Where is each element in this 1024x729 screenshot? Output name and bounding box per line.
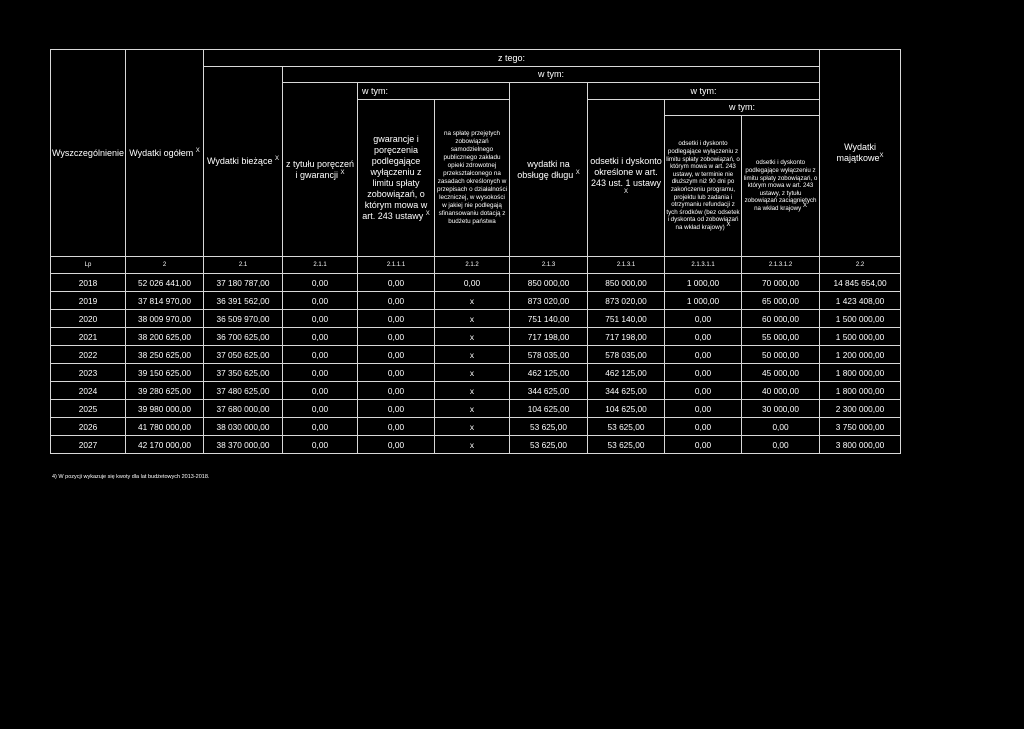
row-year: 2018 xyxy=(51,274,126,292)
table-cell: 53 625,00 xyxy=(510,418,588,436)
table-cell: 0,00 xyxy=(665,364,742,382)
table-cell: 38 370 000,00 xyxy=(204,436,283,454)
table-cell: 38 009 970,00 xyxy=(126,310,204,328)
header-w-tym-obsluga: w tym: xyxy=(588,83,820,100)
col-number: 2 xyxy=(126,257,204,274)
table-cell: 578 035,00 xyxy=(510,346,588,364)
col-number: 2.1.3.1.2 xyxy=(742,257,820,274)
header-splata-zobowiazan: na spłatę przejętych zobowiązań samodzielnego publicznego zakładu opieki zdrowotnej przekształconego na zasadach określonych w przepisach o działalności leczniczej, w wysokości w jakiej nie podlegają sfinansowaniu dotacją z budżetu państwa xyxy=(435,100,510,257)
table-cell: x xyxy=(435,310,510,328)
table-cell: 0,00 xyxy=(283,310,358,328)
table-cell: 2 300 000,00 xyxy=(820,400,901,418)
table-cell: 3 750 000,00 xyxy=(820,418,901,436)
table-row xyxy=(51,436,901,454)
table-cell: x xyxy=(435,382,510,400)
table-cell: 0,00 xyxy=(358,382,435,400)
table-cell: 344 625,00 xyxy=(588,382,665,400)
row-year: 2024 xyxy=(51,382,126,400)
table-cell: 65 000,00 xyxy=(742,292,820,310)
table-cell: 104 625,00 xyxy=(510,400,588,418)
table-cell: 40 000,00 xyxy=(742,382,820,400)
table-cell: x xyxy=(435,346,510,364)
table-cell: 37 050 625,00 xyxy=(204,346,283,364)
table-cell: 0,00 xyxy=(358,346,435,364)
table-cell: 37 180 787,00 xyxy=(204,274,283,292)
col-number: 2.1.3.1.1 xyxy=(665,257,742,274)
row-year: 2027 xyxy=(51,436,126,454)
table-row xyxy=(51,382,901,400)
header-odsetki-wylaczenie: odsetki i dyskonto podlegające wyłączeniu z limitu spłaty zobowiązań, o którym mowa w art. 243 ustawy, w terminie nie dłuższym niż 90 dni po zakończeniu programu, projektu lub zadania i otrzymaniu refundacji z tych środków (bez odsetek i dyskonta od zobowiązań na wkład krajowy) $^X$ xyxy=(665,116,742,257)
table-cell: 0,00 xyxy=(358,328,435,346)
table-cell: 1 000,00 xyxy=(665,274,742,292)
table-cell: 45 000,00 xyxy=(742,364,820,382)
table-cell: 0,00 xyxy=(665,400,742,418)
table-cell: 1 800 000,00 xyxy=(820,364,901,382)
table-cell: 0,00 xyxy=(742,436,820,454)
header-w-tym-main: w tym: xyxy=(283,67,820,83)
table-cell: x xyxy=(435,328,510,346)
table-cell: 60 000,00 xyxy=(742,310,820,328)
table-cell: 0,00 xyxy=(665,346,742,364)
header-z-tego: z tego: xyxy=(204,50,820,67)
table-cell: 30 000,00 xyxy=(742,400,820,418)
table-cell: 104 625,00 xyxy=(588,400,665,418)
table-cell: 37 350 625,00 xyxy=(204,364,283,382)
table-cell: 0,00 xyxy=(435,274,510,292)
table-cell: 39 150 625,00 xyxy=(126,364,204,382)
table-cell: x xyxy=(435,292,510,310)
table-cell: 0,00 xyxy=(283,400,358,418)
table-row xyxy=(51,292,901,310)
col-number: 2.1 xyxy=(204,257,283,274)
col-number: Lp xyxy=(51,257,126,274)
col-number: 2.2 xyxy=(820,257,901,274)
table-cell: 0,00 xyxy=(665,328,742,346)
table-cell: 0,00 xyxy=(665,418,742,436)
table-cell: 36 509 970,00 xyxy=(204,310,283,328)
header-poreczenia: z tytułu poręczeń i gwarancji $^X$ xyxy=(283,83,358,257)
table-cell: 751 140,00 xyxy=(588,310,665,328)
table-cell: 850 000,00 xyxy=(588,274,665,292)
table-cell: 37 680 000,00 xyxy=(204,400,283,418)
table-cell: 0,00 xyxy=(358,274,435,292)
row-year: 2025 xyxy=(51,400,126,418)
table-cell: 0,00 xyxy=(358,364,435,382)
table-cell: 462 125,00 xyxy=(510,364,588,382)
table-cell: 37 814 970,00 xyxy=(126,292,204,310)
table-cell: 0,00 xyxy=(742,418,820,436)
table-cell: 52 026 441,00 xyxy=(126,274,204,292)
col-number: 2.1.1.1 xyxy=(358,257,435,274)
header-obsluga-dlugu: wydatki na obsługę długu $^X$ xyxy=(510,83,588,257)
table-row xyxy=(51,364,901,382)
row-year: 2023 xyxy=(51,364,126,382)
table-cell: 38 030 000,00 xyxy=(204,418,283,436)
table-cell: 344 625,00 xyxy=(510,382,588,400)
table-cell: 0,00 xyxy=(358,400,435,418)
table-cell: 50 000,00 xyxy=(742,346,820,364)
col-number: 2.1.3 xyxy=(510,257,588,274)
table-cell: 36 391 562,00 xyxy=(204,292,283,310)
header-wydatki-ogolem: Wydatki ogółem $^X$ xyxy=(126,50,204,257)
header-w-tym-poreczenia: w tym: xyxy=(358,83,510,100)
table-cell: 0,00 xyxy=(283,436,358,454)
table-cell: 1 500 000,00 xyxy=(820,310,901,328)
col-number: 2.1.2 xyxy=(435,257,510,274)
col-number: 2.1.3.1 xyxy=(588,257,665,274)
header-odsetki-wklad: odsetki i dyskonto podlegające wyłączeniu z limitu spłaty zobowiązań, o którym mowa w art. 243 ustawy, z tytułu zobowiązań zaciągniętych na wkład krajowy $^X$ xyxy=(742,116,820,257)
row-year: 2021 xyxy=(51,328,126,346)
header-odsetki-243: odsetki i dyskonto określone w art. 243 ust. 1 ustawy $^X$ xyxy=(588,100,665,257)
table-cell: 53 625,00 xyxy=(588,436,665,454)
row-year: 2019 xyxy=(51,292,126,310)
table-cell: 1 423 408,00 xyxy=(820,292,901,310)
table-row xyxy=(51,328,901,346)
table-cell: 0,00 xyxy=(283,292,358,310)
table-cell: 0,00 xyxy=(283,364,358,382)
table-row xyxy=(51,310,901,328)
table-cell: 37 480 625,00 xyxy=(204,382,283,400)
table-cell: 36 700 625,00 xyxy=(204,328,283,346)
header-w-tym-odsetki: w tym: xyxy=(665,100,820,116)
table-cell: 717 198,00 xyxy=(588,328,665,346)
table-cell: x xyxy=(435,400,510,418)
row-year: 2022 xyxy=(51,346,126,364)
table-cell: 873 020,00 xyxy=(588,292,665,310)
table-cell: 0,00 xyxy=(665,436,742,454)
table-cell: 0,00 xyxy=(358,436,435,454)
table-cell: 3 800 000,00 xyxy=(820,436,901,454)
table-cell: 0,00 xyxy=(665,382,742,400)
col-number: 2.1.1 xyxy=(283,257,358,274)
table-row xyxy=(51,274,901,292)
footnote: 4) W pozycji wykazuje się kwoty dla lat budżetowych 2013-2018. xyxy=(52,474,210,480)
header-gwarancje: gwarancje i poręczenia podlegające wyłączeniu z limitu spłaty zobowiązań, o którym mowa w art. 243 ustawy $^X$ xyxy=(358,100,435,257)
table-cell: x xyxy=(435,436,510,454)
table-cell: 462 125,00 xyxy=(588,364,665,382)
table-cell: x xyxy=(435,364,510,382)
budget-table xyxy=(50,49,901,454)
table-cell: x xyxy=(435,418,510,436)
table-cell: 1 500 000,00 xyxy=(820,328,901,346)
table-cell: 578 035,00 xyxy=(588,346,665,364)
table-cell: 39 280 625,00 xyxy=(126,382,204,400)
table-row xyxy=(51,418,901,436)
table-cell: 0,00 xyxy=(283,418,358,436)
table-cell: 1 000,00 xyxy=(665,292,742,310)
table-cell: 0,00 xyxy=(283,328,358,346)
table-cell: 717 198,00 xyxy=(510,328,588,346)
table-cell: 0,00 xyxy=(358,418,435,436)
column-numbers-row xyxy=(51,257,901,274)
table-cell: 751 140,00 xyxy=(510,310,588,328)
table-cell: 42 170 000,00 xyxy=(126,436,204,454)
table-cell: 41 780 000,00 xyxy=(126,418,204,436)
table-cell: 873 020,00 xyxy=(510,292,588,310)
table-cell: 850 000,00 xyxy=(510,274,588,292)
table-cell: 70 000,00 xyxy=(742,274,820,292)
table-cell: 0,00 xyxy=(283,346,358,364)
table-cell: 0,00 xyxy=(358,310,435,328)
table-cell: 38 200 625,00 xyxy=(126,328,204,346)
table-cell: 0,00 xyxy=(283,382,358,400)
header-wydatki-biezace: Wydatki bieżące $^X$ xyxy=(204,67,283,257)
table-cell: 0,00 xyxy=(358,292,435,310)
row-year: 2026 xyxy=(51,418,126,436)
table-cell: 55 000,00 xyxy=(742,328,820,346)
table-cell: 0,00 xyxy=(283,274,358,292)
table-cell: 39 980 000,00 xyxy=(126,400,204,418)
header-wydatki-majatkowe: Wydatki majątkowe$^X$ xyxy=(820,50,901,257)
table-row xyxy=(51,400,901,418)
row-year: 2020 xyxy=(51,310,126,328)
header-wyszczegolnienie: Wyszczególnienie xyxy=(51,50,126,257)
table-cell: 53 625,00 xyxy=(510,436,588,454)
table-cell: 14 845 654,00 xyxy=(820,274,901,292)
table-cell: 1 200 000,00 xyxy=(820,346,901,364)
table-cell: 1 800 000,00 xyxy=(820,382,901,400)
table-cell: 38 250 625,00 xyxy=(126,346,204,364)
table-row xyxy=(51,346,901,364)
table-cell: 53 625,00 xyxy=(588,418,665,436)
table-cell: 0,00 xyxy=(665,310,742,328)
